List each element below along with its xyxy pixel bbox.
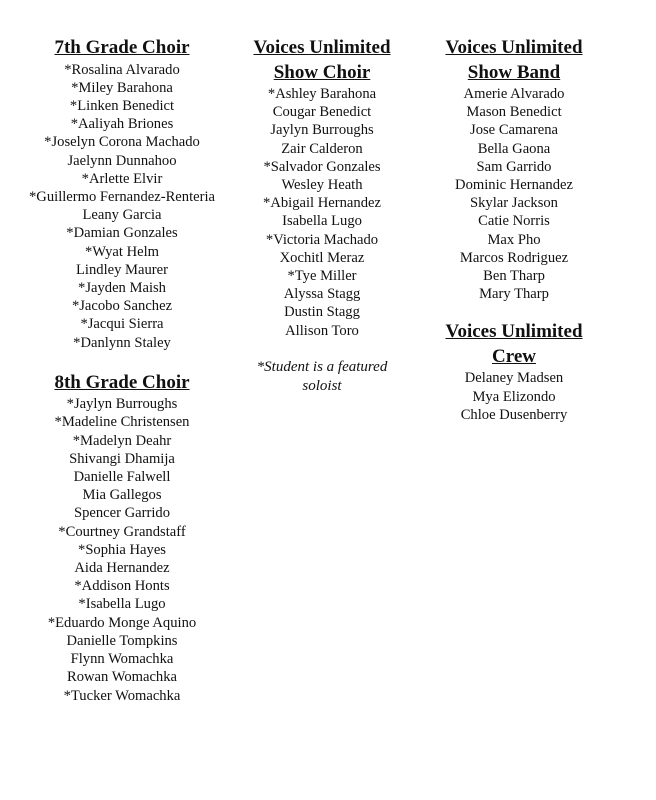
name-entry: *Arlette Elvir [81,170,163,187]
heading-crew-line1: Voices Unlimited [445,321,583,343]
name-entry: Mason Benedict [466,104,562,121]
name-entry: Catie Norris [478,213,550,230]
name-entry: *Victoria Machado [265,231,379,248]
list-show-choir [230,85,414,340]
featured-soloist-note [230,358,414,396]
section-8th-grade-choir [14,371,230,705]
heading-show-choir-line1: Voices Unlimited [253,37,391,58]
name-entry: *Sophia Hayes [78,541,166,558]
name-entry: Isabella Lugo [282,213,362,230]
name-entry: *Tye Miller [287,268,357,285]
name-entry: *Courtney Grandstaff [58,523,186,540]
list-show-band [424,85,604,303]
name-entry: *Jacqui Sierra [80,316,164,333]
footnote-line2: soloist [302,377,342,394]
name-entry: Dustin Stagg [284,304,360,321]
heading-show-band-line2: Show Band [467,61,561,83]
name-entry: *Abigail Hernandez [263,195,381,212]
list-8th-grade-choir [14,395,230,704]
name-entry: Leany Garcia [82,207,162,224]
footnote-line1: *Student is a featured [256,358,388,375]
name-entry: Danielle Falwell [73,469,171,486]
name-entry: Mary Tharp [479,286,549,303]
section-7th-grade-choir [14,36,230,352]
name-entry: Delaney Madsen [464,370,564,387]
name-entry: Lindley Maurer [76,261,168,278]
name-entry: Dominic Hernandez [455,177,573,194]
name-entry: *Tucker Womachka [63,687,181,704]
name-entry: *Guillermo Fernandez-Renteria [29,188,215,205]
name-entry: *Salvador Gonzales [263,158,381,175]
name-entry: *Addison Honts [74,578,170,595]
heading-7th-grade-choir: 7th Grade Choir [54,37,190,58]
name-entry: Wesley Heath [281,177,363,194]
name-entry: Mia Gallegos [82,487,162,504]
name-entry: *Jayden Maish [78,279,166,296]
name-entry: *Aaliyah Briones [70,116,174,133]
name-entry: Skylar Jackson [470,195,558,212]
column-show-band-crew [424,36,604,424]
name-entry: Ben Tharp [483,268,545,285]
name-entry: *Madelyn Deahr [72,432,172,449]
section-crew [424,320,604,424]
name-entry: Aida Hernandez [74,560,170,577]
name-entry: Cougar Benedict [272,104,372,121]
name-entry: Jose Camarena [470,122,558,139]
name-entry: *Isabella Lugo [78,596,166,613]
name-entry: Rowan Womachka [66,669,177,686]
name-entry: Chloe Dusenberry [460,406,568,423]
name-entry: Zair Calderon [281,140,363,157]
name-entry: *Jaylyn Burroughs [66,396,178,413]
name-entry: *Danlynn Staley [73,334,171,351]
name-entry: Max Pho [487,231,541,248]
list-crew [424,369,604,424]
section-show-band [424,36,604,303]
name-entry: Jaelynn Dunnahoo [67,152,177,169]
name-entry: Sam Garrido [476,158,552,175]
name-entry: Flynn Womachka [70,651,174,668]
name-entry: *Ashley Barahona [267,86,377,102]
name-entry: *Madeline Christensen [54,414,190,431]
name-entry: Bella Gaona [477,140,551,157]
name-entry: Allison Toro [285,322,359,339]
name-entry: *Linken Benedict [69,97,175,114]
heading-crew-line2: Crew [492,345,536,367]
name-entry: Danielle Tompkins [66,632,178,649]
heading-show-band-line1: Voices Unlimited [445,37,583,58]
name-entry: *Damian Gonzales [66,225,178,242]
name-entry: *Rosalina Alvarado [64,61,180,78]
name-entry: Xochitl Meraz [279,249,365,266]
name-entry: Marcos Rodriguez [459,249,569,266]
column-grade-choirs [14,36,230,705]
name-entry: *Eduardo Monge Aquino [47,614,197,631]
list-7th-grade-choir [14,61,230,352]
name-entry: Alyssa Stagg [283,286,361,303]
section-show-choir [230,36,414,340]
column-show-choir [230,36,414,396]
name-entry: Amerie Alvarado [463,86,565,102]
heading-8th-grade-choir: 8th Grade Choir [54,371,190,393]
name-entry: *Jacobo Sanchez [71,298,173,315]
name-entry: *Wyat Helm [84,243,160,260]
name-entry: *Joselyn Corona Machado [44,134,200,151]
name-entry: Shivangi Dhamija [69,450,175,467]
name-entry: Spencer Garrido [73,505,171,522]
name-entry: Mya Elizondo [472,388,556,405]
name-entry: Jaylyn Burroughs [270,122,374,139]
heading-show-choir-line2: Show Choir [273,61,371,83]
name-entry: *Miley Barahona [71,79,173,96]
